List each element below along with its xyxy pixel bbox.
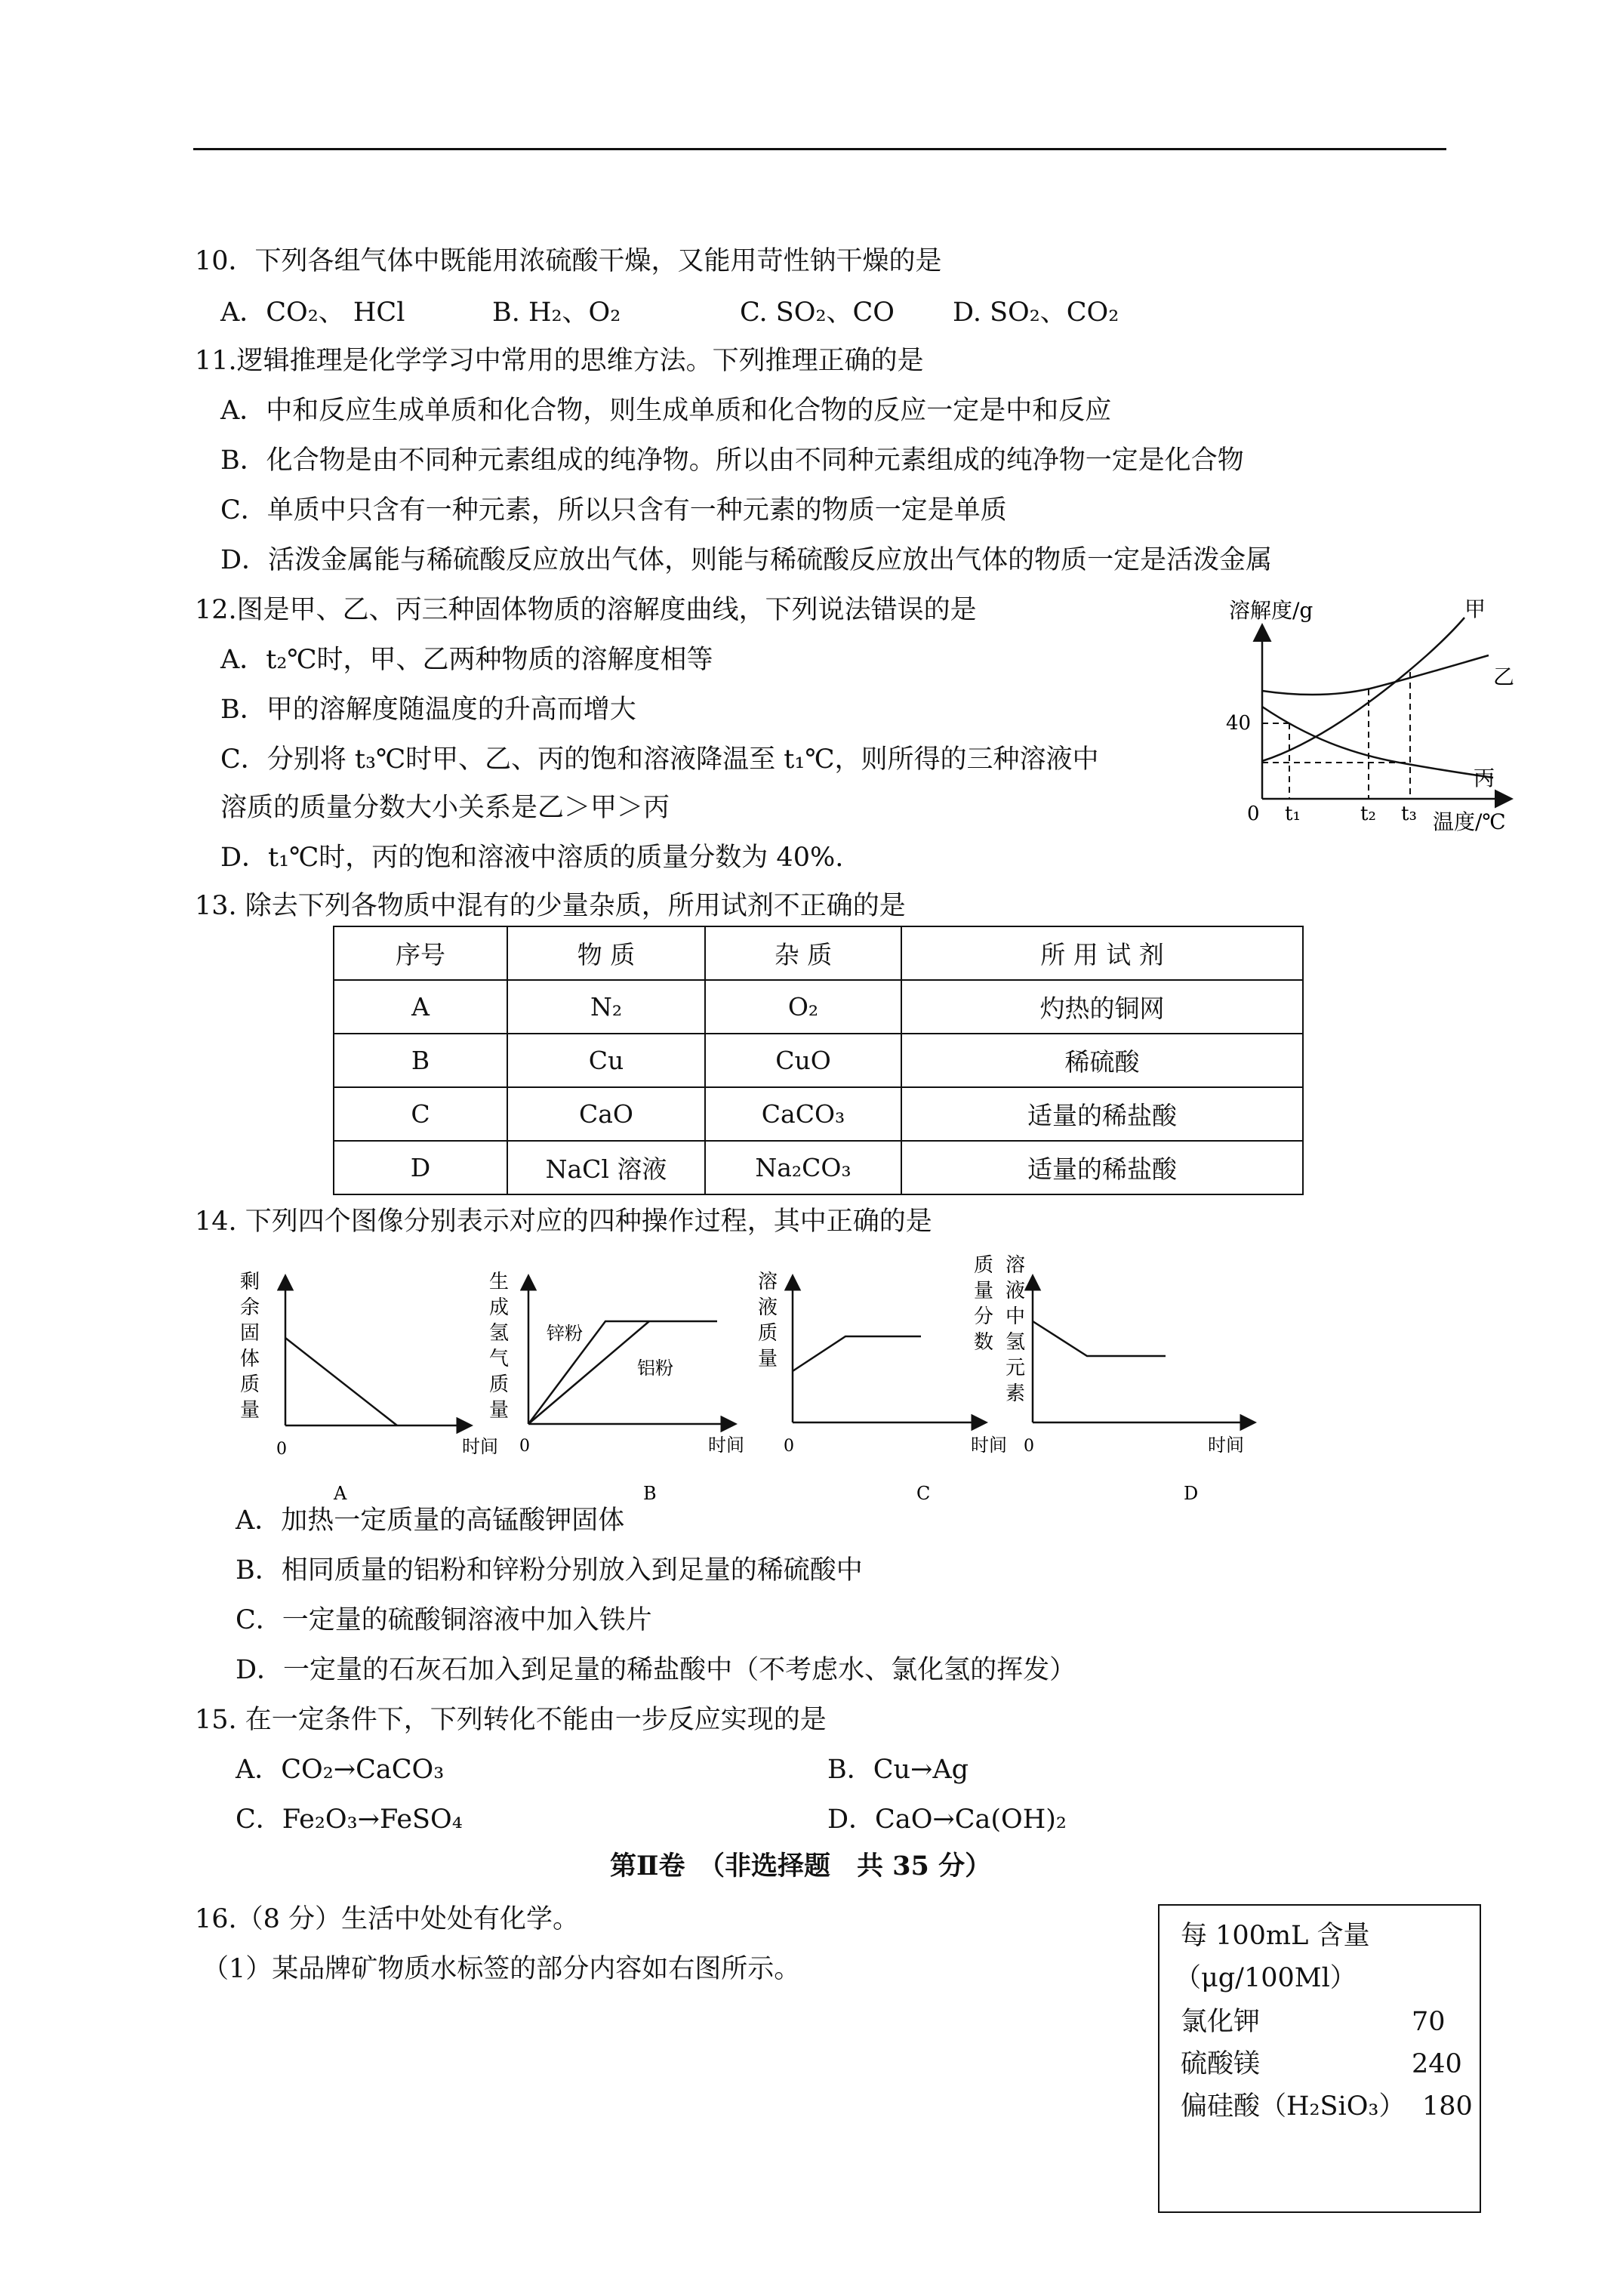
- q11-option-b: B．化合物是由不同种元素组成的纯净物。所以由不同种元素组成的纯净物一定是化合物: [220, 445, 1244, 476]
- graph-a-ylabel-1: 剩: [240, 1271, 260, 1293]
- q14-option-d: D．一定量的石灰石加入到足量的稀盐酸中（不考虑水、氯化氢的挥发）: [236, 1655, 1076, 1685]
- graph-a-caption: A: [334, 1483, 347, 1504]
- solubility-chart: [1215, 589, 1532, 838]
- graph-d-caption: D: [1184, 1483, 1199, 1504]
- graph-b-caption: B: [643, 1483, 657, 1504]
- header-rule: [193, 148, 1446, 150]
- graph-c-line: [793, 1336, 921, 1371]
- sol-ytick-40: 40: [1226, 712, 1252, 735]
- graph-b-ylabel-2: 成: [489, 1296, 510, 1319]
- graph-c-caption: C: [916, 1483, 931, 1504]
- label-title: 每 100mL 含量: [1181, 1921, 1370, 1951]
- series-yi-curve: [1262, 655, 1489, 695]
- graph-c-ylabel-1: 溶: [758, 1271, 778, 1293]
- graph-a-origin: 0: [276, 1440, 287, 1459]
- q12-option-d: D．t₁℃时，丙的饱和溶液中溶质的质量分数为 40%.: [220, 843, 844, 873]
- graph-a-line: [285, 1338, 397, 1425]
- table-cell: O₂: [705, 980, 901, 1034]
- q15-option-b: B．Cu→Ag: [827, 1755, 969, 1785]
- label-item-name: 氯化钾: [1181, 2007, 1261, 2037]
- graph-b-origin: 0: [519, 1437, 530, 1456]
- table-row: [334, 980, 1303, 1034]
- q10-option-a: A．CO₂、 HCl: [220, 297, 405, 328]
- graph-d-ylabel-left-4: 数: [974, 1331, 994, 1354]
- graph-a-ylabel-6: 量: [240, 1399, 260, 1422]
- table-cell: D: [334, 1141, 507, 1194]
- graph-d-ylabel-right-1: 溶: [1006, 1254, 1026, 1277]
- graph-a: [240, 1271, 498, 1504]
- graph-a-xlabel: 时间: [462, 1436, 498, 1457]
- table-row: [334, 1087, 1303, 1141]
- graph-d-origin: 0: [1024, 1437, 1034, 1456]
- graph-d-ylabel-right-6: 素: [1006, 1382, 1026, 1405]
- table-header-row: [334, 926, 1303, 980]
- graph-c-ylabel-4: 量: [758, 1348, 778, 1370]
- question-16-part-1: （1）某品牌矿物质水标签的部分内容如右图所示。: [202, 1954, 801, 1984]
- table-cell: CuO: [705, 1034, 901, 1087]
- q14-option-c: C．一定量的硫酸铜溶液中加入铁片: [236, 1605, 652, 1635]
- impurity-table: [333, 926, 1304, 1195]
- q12-option-c-line1: C．分别将 t₃℃时甲、乙、丙的饱和溶液降温至 t₁℃，则所得的三种溶液中: [220, 744, 1099, 775]
- graph-b-ylabel-5: 质: [489, 1373, 510, 1396]
- table-row: [334, 1034, 1303, 1087]
- q14-option-b: B．相同质量的铝粉和锌粉分别放入到足量的稀硫酸中: [236, 1555, 863, 1586]
- series-jia-label: 甲: [1464, 596, 1486, 621]
- question-12: 12.图是甲、乙、丙三种固体物质的溶解度曲线，下列说法错误的是: [195, 595, 977, 625]
- table-cell: Na₂CO₃: [705, 1141, 901, 1194]
- label-item-name: 硫酸镁: [1181, 2049, 1261, 2079]
- q15-option-c: C．Fe₂O₃→FeSO₄: [236, 1804, 463, 1835]
- graph-c-xlabel: 时间: [971, 1435, 1007, 1456]
- table-cell: CaCO₃: [705, 1087, 901, 1141]
- graph-a-ylabel-3: 固: [240, 1322, 260, 1345]
- sol-origin: 0: [1247, 803, 1260, 825]
- label-item-name: 偏硅酸（H₂SiO₃）: [1181, 2091, 1406, 2122]
- graph-d-ylabel-right-4: 氢: [1006, 1331, 1026, 1354]
- table-cell: 适量的稀盐酸: [901, 1141, 1303, 1194]
- q11-option-d: D．活泼金属能与稀硫酸反应放出气体，则能与稀硫酸反应放出气体的物质一定是活泼金属: [220, 545, 1273, 575]
- label-item-value: 70: [1412, 2007, 1446, 2037]
- q11-option-c: C．单质中只含有一种元素，所以只含有一种元素的物质一定是单质: [220, 495, 1007, 525]
- graph-b-ylabel-4: 气: [489, 1348, 510, 1370]
- series-bing-curve: [1262, 707, 1493, 778]
- sol-xtick-t3: t₃: [1401, 803, 1417, 825]
- graph-b-ylabel-1: 生: [489, 1271, 510, 1293]
- graph-b-zinc-label: 锌粉: [547, 1323, 583, 1344]
- graph-d-ylabel-left-2: 量: [974, 1280, 994, 1302]
- table-cell: C: [334, 1087, 507, 1141]
- question-14: 14. 下列四个图像分别表示对应的四种操作过程，其中正确的是: [195, 1207, 932, 1237]
- question-15: 15. 在一定条件下，下列转化不能由一步反应实现的是: [195, 1705, 827, 1735]
- graph-d: [974, 1254, 1253, 1504]
- graph-a-ylabel-2: 余: [240, 1296, 260, 1319]
- q12-option-b: B．甲的溶解度随温度的升高而增大: [220, 695, 636, 725]
- graph-d-ylabel-left-3: 分: [974, 1305, 994, 1328]
- graph-d-ylabel-right-3: 中: [1006, 1305, 1026, 1328]
- graph-c-ylabel-3: 质: [758, 1322, 778, 1345]
- table-cell: Cu: [507, 1034, 705, 1087]
- graph-d-ylabel-left-1: 质: [974, 1254, 994, 1277]
- table-cell: N₂: [507, 980, 705, 1034]
- table-header-cell: 序号: [334, 926, 507, 980]
- graph-b: [489, 1271, 744, 1504]
- graph-b-xlabel: 时间: [708, 1435, 744, 1456]
- label-unit: （μg/100Ml）: [1175, 1963, 1357, 1993]
- graph-b-ylabel-6: 量: [489, 1399, 510, 1422]
- table-cell: CaO: [507, 1087, 705, 1141]
- mineral-water-label: [1158, 1904, 1481, 2213]
- table-cell: 适量的稀盐酸: [901, 1087, 1303, 1141]
- sol-xlabel: 温度/℃: [1433, 809, 1506, 834]
- q10-option-b: B. H₂、O₂: [492, 297, 621, 328]
- table-cell: A: [334, 980, 507, 1034]
- graph-d-line: [1033, 1321, 1166, 1356]
- table-cell: NaCl 溶液: [507, 1141, 705, 1194]
- table-cell: 稀硫酸: [901, 1034, 1303, 1087]
- table-header-cell: 杂 质: [705, 926, 901, 980]
- graph-b-aluminum-label: 铝粉: [637, 1358, 673, 1379]
- graph-c: [758, 1271, 1007, 1504]
- sol-ylabel: 溶解度/g: [1229, 598, 1313, 623]
- question-10: 10．下列各组气体中既能用浓硫酸干燥，又能用苛性钠干燥的是: [195, 246, 942, 276]
- q10-option-d: D. SO₂、CO₂: [953, 297, 1119, 328]
- question-11: 11.逻辑推理是化学学习中常用的思维方法。下列推理正确的是: [195, 346, 924, 376]
- question-13: 13. 除去下列各物质中混有的少量杂质，所用试剂不正确的是: [195, 891, 906, 921]
- sol-xtick-t1: t₁: [1285, 803, 1301, 825]
- series-bing-label: 丙: [1474, 766, 1495, 791]
- q15-option-d: D．CaO→Ca(OH)₂: [827, 1804, 1067, 1835]
- graph-c-origin: 0: [784, 1437, 794, 1456]
- graph-a-ylabel-5: 质: [240, 1373, 260, 1396]
- table-header-cell: 物 质: [507, 926, 705, 980]
- q11-option-a: A．中和反应生成单质和化合物，则生成单质和化合物的反应一定是中和反应: [220, 396, 1112, 426]
- section-heading: 第Ⅱ卷 （非选择题 共 35 分）: [610, 1851, 992, 1881]
- table-row: [334, 1141, 1303, 1194]
- q14-graphs: [226, 1253, 1268, 1510]
- label-item-value: 240: [1412, 2049, 1462, 2079]
- label-item-value: 180: [1422, 2091, 1473, 2122]
- q12-option-c-line2: 溶质的质量分数大小关系是乙＞甲＞丙: [220, 793, 670, 823]
- q10-option-c: C. SO₂、CO: [740, 297, 895, 328]
- question-16: 16.（8 分）生活中处处有化学。: [195, 1904, 580, 1934]
- table-cell: 灼热的铜网: [901, 980, 1303, 1034]
- sol-xtick-t2: t₂: [1360, 803, 1376, 825]
- graph-d-ylabel-right-5: 元: [1006, 1357, 1026, 1379]
- graph-d-ylabel-right-2: 液: [1006, 1280, 1026, 1302]
- graph-d-xlabel: 时间: [1208, 1435, 1244, 1456]
- q14-option-a: A．加热一定质量的高锰酸钾固体: [236, 1505, 625, 1536]
- graph-a-ylabel-4: 体: [240, 1348, 260, 1370]
- q15-option-a: A．CO₂→CaCO₃: [236, 1755, 445, 1785]
- graph-b-ylabel-3: 氢: [489, 1322, 510, 1345]
- graph-c-ylabel-2: 液: [758, 1296, 778, 1319]
- table-cell: B: [334, 1034, 507, 1087]
- series-yi-label: 乙: [1493, 664, 1515, 689]
- q12-option-a: A．t₂℃时，甲、乙两种物质的溶解度相等: [220, 645, 713, 675]
- table-header-cell: 所 用 试 剂: [901, 926, 1303, 980]
